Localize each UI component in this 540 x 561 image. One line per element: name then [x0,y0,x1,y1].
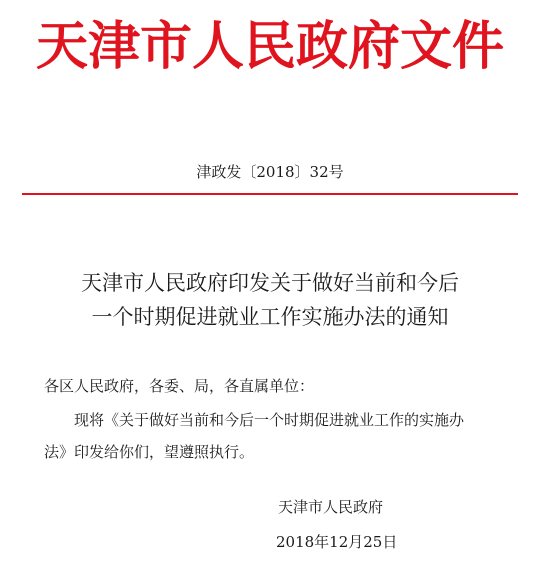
issuer-name: 天津市人民政府 [278,498,384,516]
body-paragraph [44,404,504,468]
issue-date: 2018年12月25日 [276,533,398,551]
salutation: 各区人民政府，各委、局，各直属单位： [44,377,315,395]
document-header-title: 天津市人民政府文件 [35,16,504,77]
body-line-2: 法》印发给你们，望遵照执行。 [44,443,255,461]
notice-title-line-1: 天津市人民政府印发关于做好当前和今后 [81,271,459,295]
red-divider-line [22,193,518,195]
notice-title-line-2: 一个时期促进就业工作实施办法的通知 [91,305,449,329]
notice-title [0,266,540,334]
body-line-1: 现将《关于做好当前和今后一个时期促进就业工作的实施办 [74,411,465,429]
document-number: 津政发〔2018〕32号 [196,163,344,181]
